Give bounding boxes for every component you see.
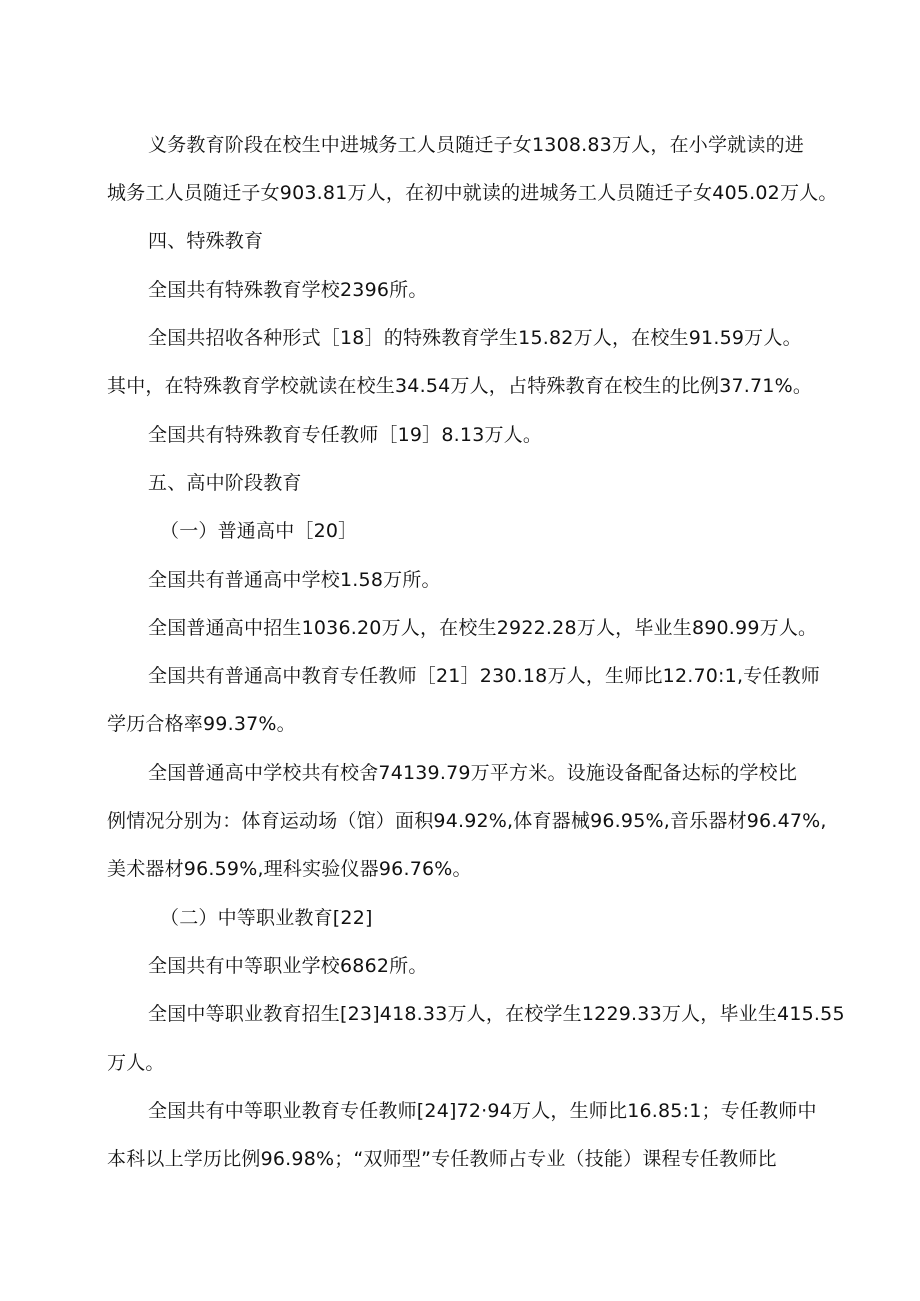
paragraph-line: 全国中等职业教育招生[23]418.33万人，在校学生1229.33万人，毕业生415.55: [148, 1003, 845, 1025]
section-heading: 四、特殊教育: [148, 230, 264, 252]
paragraph-line: 全国普通高中招生1036.20万人，在校生2922.28万人，毕业生890.99万人。: [148, 617, 818, 639]
paragraph-line: 全国共有特殊教育学校2396所。: [148, 279, 428, 301]
paragraph-line: 学历合格率99.37%。: [107, 713, 296, 735]
paragraph-line: 其中，在特殊教育学校就读在校生34.54万人，占特殊教育在校生的比例37.71%。: [107, 375, 813, 397]
paragraph-line: 全国普通高中学校共有校舍74139.79万平方米。设施设备配备达标的学校比: [148, 762, 798, 784]
paragraph-line: 城务工人员随迁子女903.81万人，在初中就读的进城务工人员随迁子女405.02万人。: [107, 182, 838, 204]
section-heading: 五、高中阶段教育: [148, 472, 302, 494]
paragraph-line: 本科以上学历比例96.98%；“双师型”专任教师占专业（技能）课程专任教师比: [107, 1148, 777, 1170]
subsection-heading: （一）普通高中［20］: [160, 520, 358, 542]
paragraph-line: 万人。: [107, 1052, 165, 1074]
paragraph-line: 全国共有普通高中学校1.58万所。: [148, 569, 441, 591]
paragraph-line: 全国共有特殊教育专任教师［19］8.13万人。: [148, 424, 543, 446]
paragraph-line: 全国共有中等职业学校6862所。: [148, 955, 428, 977]
paragraph-line: 例情况分别为：体育运动场（馆）面积94.92%,体育器械96.95%,音乐器材96.47%,: [107, 810, 827, 832]
paragraph-line: 美术器材96.59%,理科实验仪器96.76%。: [107, 858, 472, 880]
paragraph-line: 全国共招收各种形式［18］的特殊教育学生15.82万人，在校生91.59万人。: [148, 327, 802, 349]
subsection-heading: （二）中等职业教育[22]: [160, 907, 373, 929]
paragraph-line: 义务教育阶段在校生中进城务工人员随迁子女1308.83万人，在小学就读的进: [148, 134, 804, 156]
paragraph-line: 全国共有普通高中教育专任教师［21］230.18万人，生师比12.70:1,专任教师: [148, 665, 820, 687]
paragraph-line: 全国共有中等职业教育专任教师[24]72·94万人，生师比16.85:1；专任教师中: [148, 1100, 817, 1122]
